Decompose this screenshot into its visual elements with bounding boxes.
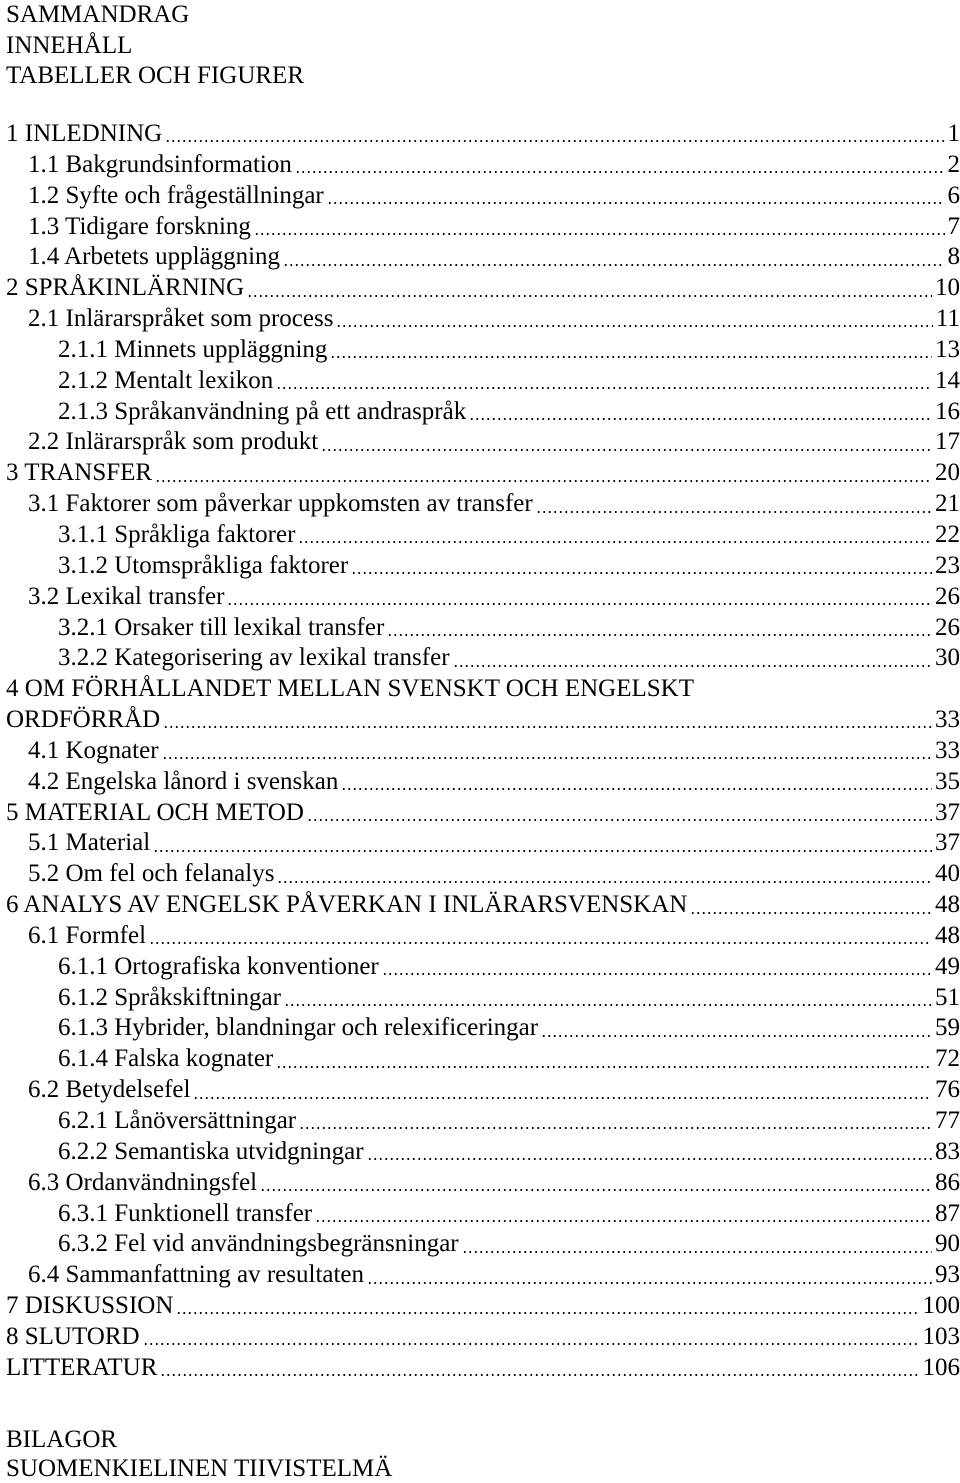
front-matter-item[interactable]: SAMMANDRAG: [6, 1, 190, 28]
dot-leader: [382, 973, 932, 975]
toc-entry-page-number: 20: [935, 459, 960, 487]
toc-entry[interactable]: [6, 427, 960, 458]
toc-entry[interactable]: [6, 1075, 960, 1106]
toc-entry-title: 3.2.2 Kategorisering av lexikal transfer: [58, 644, 450, 672]
dot-leader: [341, 788, 932, 790]
dot-leader: [247, 295, 932, 297]
toc-entry-page-number: 33: [935, 706, 960, 734]
toc-entry[interactable]: [6, 242, 960, 273]
toc-entry-title: 1 INLEDNING: [6, 120, 163, 147]
toc-entry-page-number: 1: [947, 120, 960, 147]
toc-entry[interactable]: [6, 181, 960, 212]
toc-entry-page-number: 22: [935, 520, 960, 548]
toc-entry[interactable]: [6, 859, 960, 890]
toc-entry[interactable]: [6, 828, 960, 859]
toc-entry[interactable]: [6, 613, 960, 644]
toc-entry[interactable]: [6, 489, 960, 520]
dot-leader: [276, 1066, 932, 1068]
toc-entry[interactable]: [6, 1260, 960, 1291]
toc-entry[interactable]: [6, 798, 960, 829]
toc-entry[interactable]: [6, 952, 960, 983]
toc-entry-page-number: 2: [947, 150, 960, 178]
toc-entry-page-number: 6: [947, 181, 960, 209]
toc-entry-title: 6.2 Betydelsefel: [28, 1076, 191, 1104]
toc-entry-title: 4.2 Engelska lånord i svenskan: [28, 767, 339, 795]
toc-entry-page-number: 37: [935, 829, 960, 857]
toc-entry-title: 6.1 Formfel: [28, 921, 147, 949]
toc-entry[interactable]: [6, 397, 960, 428]
dot-leader: [163, 726, 932, 728]
toc-entry-page-number: 87: [935, 1199, 960, 1227]
dot-leader: [307, 819, 932, 821]
dot-leader: [254, 233, 945, 235]
toc-entry-title: 7 DISKUSSION: [6, 1292, 174, 1320]
toc-entry-title: 5 MATERIAL OCH METOD: [6, 798, 304, 826]
toc-entry[interactable]: [6, 983, 960, 1014]
toc-entry-title: 5.2 Om fel och felanalys: [28, 860, 275, 888]
dot-leader: [149, 942, 932, 944]
toc-entry-title: ORDFÖRRÅD: [6, 706, 161, 734]
toc-entry-title: 6.1.2 Språkskiftningar: [58, 983, 281, 1011]
back-matter-item[interactable]: BILAGOR: [6, 1426, 118, 1453]
toc-entry-title: 6.2.1 Lånöversättningar: [58, 1107, 297, 1134]
toc-entry-title: LITTERATUR: [6, 1353, 158, 1381]
dot-leader: [327, 202, 945, 204]
toc-entry-page-number: 30: [935, 644, 960, 672]
toc-entry-title: 3.2.1 Orsaker till lexikal transfer: [58, 613, 385, 641]
toc-entry[interactable]: [6, 304, 960, 335]
dot-leader: [162, 757, 932, 759]
toc-entry-title: 3.1.2 Utomspråkliga faktorer: [58, 551, 349, 579]
toc-entry-title: 6.2.2 Semantiska utvidgningar: [58, 1137, 364, 1165]
toc-entry-title: 6.3.2 Fel vid användningsbegränsningar: [58, 1230, 459, 1258]
dot-leader: [462, 1251, 932, 1253]
dot-leader: [690, 912, 932, 914]
toc-entry-title: 6.1.3 Hybrider, blandningar och relexificeringar: [58, 1014, 539, 1042]
toc-entry-page-number: 106: [922, 1353, 960, 1381]
toc-entry[interactable]: [6, 212, 960, 243]
toc-entry-title: 2.1.3 Språkanvändning på ett andraspråk: [58, 397, 467, 425]
toc-entry-title: 1.1 Bakgrundsinformation: [28, 150, 292, 178]
toc-entry[interactable]: [6, 921, 960, 952]
toc-entry-page-number: 37: [935, 798, 960, 826]
toc-entry-title: 2.2 Inlärarspråk som produkt: [28, 428, 319, 456]
toc-entry-title: 6.4 Sammanfattning av resultaten: [28, 1261, 365, 1289]
toc-entry[interactable]: [6, 335, 960, 366]
toc-entry-title: 2.1.1 Minnets uppläggning: [58, 335, 328, 363]
toc-entry-page-number: 51: [935, 983, 960, 1011]
toc-entry-page-number: 77: [935, 1107, 960, 1134]
toc-entry[interactable]: [6, 1291, 960, 1322]
dot-leader: [283, 264, 944, 266]
dot-leader: [469, 418, 932, 420]
toc-entry-page-number: 8: [947, 243, 960, 271]
toc-entry[interactable]: [6, 705, 960, 736]
toc-entry[interactable]: [6, 1106, 960, 1137]
toc-entry-page-number: 49: [935, 952, 960, 980]
toc-entry-title-line[interactable]: 4 OM FÖRHÅLLANDET MELLAN SVENSKT OCH ENGELSKT: [6, 675, 694, 703]
toc-entry[interactable]: [6, 1044, 960, 1075]
dot-leader: [155, 480, 932, 482]
toc-entry[interactable]: [6, 551, 960, 582]
toc-entry-title: 6.1.1 Ortografiska konventioner: [58, 952, 379, 980]
toc-entry[interactable]: [6, 273, 960, 304]
toc-entry-title: 6.1.4 Falska kognater: [58, 1045, 274, 1073]
dot-leader: [336, 325, 932, 327]
dot-leader: [351, 572, 932, 574]
toc-entry[interactable]: [6, 1353, 960, 1384]
back-matter-item[interactable]: SUOMENKIELINEN TIIVISTELMÄ: [6, 1455, 393, 1482]
toc-entry-page-number: 26: [935, 582, 960, 610]
toc-entry-title: 3 TRANSFER: [6, 459, 153, 487]
dot-leader: [165, 140, 944, 142]
toc-entry[interactable]: [6, 582, 960, 613]
toc-entry-page-number: 33: [935, 736, 960, 764]
toc-entry[interactable]: [6, 1229, 960, 1260]
toc-entry-title: 6 ANALYS AV ENGELSK PÅVERKAN I INLÄRARSVENSKAN: [6, 891, 688, 919]
dot-leader: [453, 665, 932, 667]
dot-leader: [295, 171, 945, 173]
toc-entry-title: 1.3 Tidigare forskning: [28, 212, 251, 240]
toc-entry-title: 3.1.1 Språkliga faktorer: [58, 520, 296, 548]
toc-entry-title: 3.1 Faktorer som påverkar uppkomsten av transfer: [28, 490, 533, 518]
dot-leader: [143, 1343, 920, 1345]
toc-entry[interactable]: [6, 1199, 960, 1230]
toc-entry-page-number: 48: [935, 921, 960, 949]
front-matter-item[interactable]: TABELLER OCH FIGURER: [6, 62, 304, 89]
toc-entry-title: 6.3.1 Funktionell transfer: [58, 1199, 313, 1227]
front-matter: [6, 0, 304, 92]
toc-entry-page-number: 21: [935, 490, 960, 518]
toc-entry[interactable]: [6, 736, 960, 767]
toc-entry-page-number: 7: [947, 212, 960, 240]
toc-entry-title: 1.4 Arbetets uppläggning: [28, 243, 281, 271]
dot-leader: [176, 1312, 919, 1314]
toc-entry-page-number: 11: [935, 305, 960, 333]
toc-entry[interactable]: [6, 119, 960, 150]
dot-leader: [193, 1097, 932, 1099]
toc-entry[interactable]: [6, 1168, 960, 1199]
toc-entry-page-number: 17: [935, 428, 960, 456]
dot-leader: [367, 1282, 932, 1284]
dot-leader: [541, 1035, 932, 1037]
toc-entry-title: 2 SPRÅKINLÄRNING: [6, 274, 245, 302]
front-matter-item[interactable]: INNEHÅLL: [6, 31, 133, 59]
toc-entry-page-number: 23: [935, 551, 960, 579]
toc-entry[interactable]: [6, 890, 960, 921]
toc-entry-title: 3.2 Lexikal transfer: [28, 582, 225, 610]
toc-entry-page-number: 10: [935, 274, 960, 302]
toc-entry[interactable]: [6, 1137, 960, 1168]
toc-entry-page-number: 16: [935, 397, 960, 425]
toc-entry-page-number: 26: [935, 613, 960, 641]
dot-leader: [367, 1158, 932, 1160]
toc-entry-title: 1.2 Syfte och frågeställningar: [28, 181, 324, 209]
toc-entry-title: 2.1 Inlärarspråket som process: [28, 305, 334, 333]
toc-entry[interactable]: [6, 520, 960, 551]
dot-leader: [284, 1004, 932, 1006]
dot-leader: [227, 603, 932, 605]
dot-leader: [298, 541, 932, 543]
dot-leader: [315, 1220, 932, 1222]
toc-entry[interactable]: [6, 1322, 960, 1353]
toc-entry[interactable]: [6, 150, 960, 181]
table-of-contents: [6, 119, 960, 1384]
toc-entry-title: 2.1.2 Mentalt lexikon: [58, 366, 274, 394]
toc-entry[interactable]: [6, 1013, 960, 1044]
toc-entry-page-number: 13: [935, 335, 960, 363]
toc-entry-page-number: 72: [935, 1045, 960, 1073]
toc-entry-page-number: 93: [935, 1261, 960, 1289]
toc-entry[interactable]: [6, 767, 960, 798]
toc-entry-title: 5.1 Material: [28, 829, 151, 857]
toc-entry[interactable]: [6, 458, 960, 489]
toc-entry-page-number: 103: [922, 1322, 960, 1350]
toc-entry-page-number: 76: [935, 1076, 960, 1104]
toc-entry-page-number: 35: [935, 767, 960, 795]
back-matter: [6, 1425, 392, 1483]
dot-leader: [276, 387, 932, 389]
toc-entry[interactable]: [6, 366, 960, 397]
toc-entry-page-number: 14: [935, 366, 960, 394]
dot-leader: [153, 850, 932, 852]
toc-entry-page-number: 83: [935, 1137, 960, 1165]
dot-leader: [160, 1374, 919, 1376]
toc-entry[interactable]: [6, 643, 960, 674]
dot-leader: [321, 449, 932, 451]
dot-leader: [330, 356, 932, 358]
toc-entry-page-number: 59: [935, 1014, 960, 1042]
dot-leader: [387, 634, 932, 636]
dot-leader: [260, 1189, 932, 1191]
toc-entry-page-number: 90: [935, 1230, 960, 1258]
toc-entry-title: 8 SLUTORD: [6, 1322, 140, 1350]
dot-leader: [536, 511, 932, 513]
toc-entry-title: 4.1 Kognater: [28, 736, 159, 764]
toc-entry-page-number: 48: [935, 891, 960, 919]
dot-leader: [299, 1127, 932, 1129]
toc-entry-page-number: 86: [935, 1168, 960, 1196]
toc-entry-page-number: 40: [935, 860, 960, 888]
toc-entry-page-number: 100: [922, 1292, 960, 1320]
toc-entry-title: 6.3 Ordanvändningsfel: [28, 1168, 258, 1196]
dot-leader: [277, 881, 932, 883]
